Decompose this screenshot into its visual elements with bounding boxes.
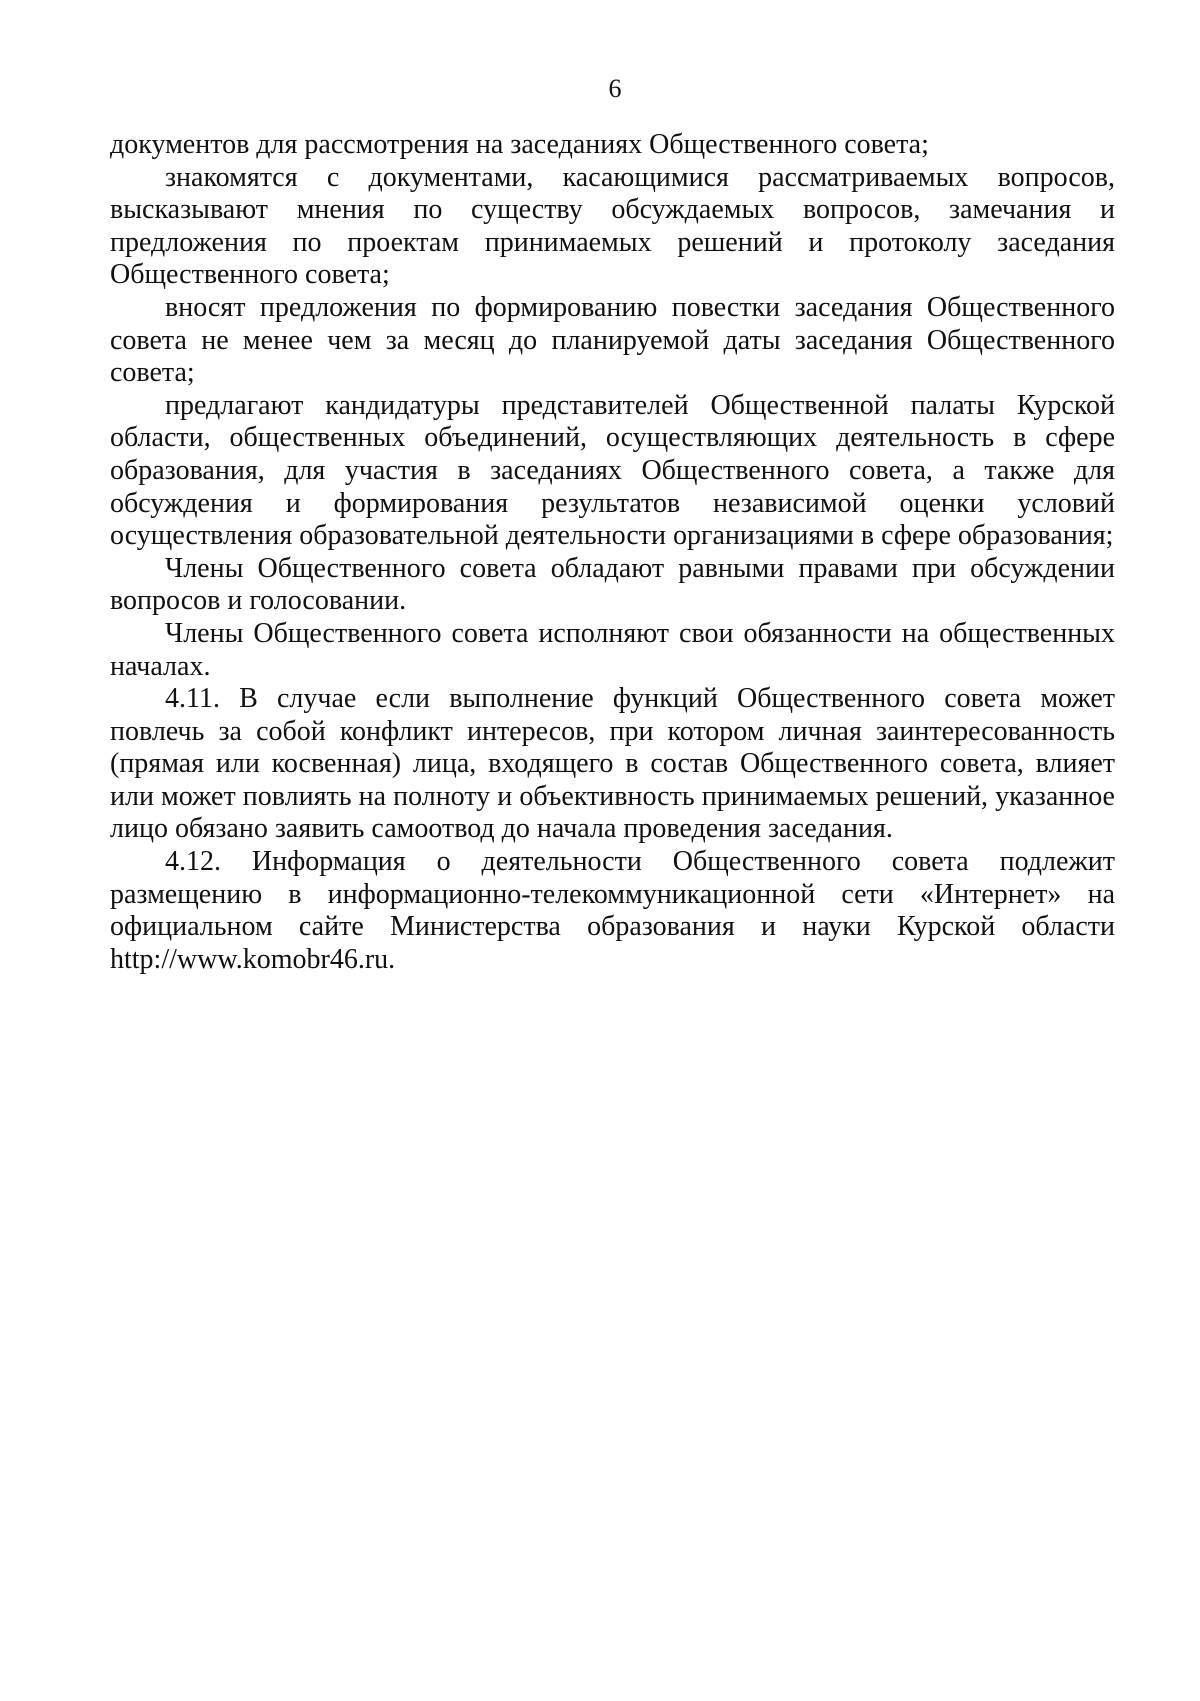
paragraph-4-11-conflict-of-interest: 4.11. В случае если выполнение функций Общественного совета может повлечь за собой конфликт интересов, при котором личная заинтересованность (прямая или косвенная) лица, входящего в состав Общественного совета, влияет или может повлиять на полноту и объективность принимаемых решений, указанное лицо обязано заявить самоотвод до начала проведения заседания. xyxy=(110,683,1115,845)
paragraph-equal-rights: Члены Общественного совета обладают равными правами при обсуждении вопросов и голосовании. xyxy=(110,552,1115,617)
paragraph-familiarize: знакомятся с документами, касающимися рассматриваемых вопросов, высказывают мнения по существу обсуждаемых вопросов, замечания и предложения по проектам принимаемых решений и протоколу заседания Общественного совета; xyxy=(110,161,1115,291)
paragraph-voluntary-duties: Члены Общественного совета исполняют свои обязанности на общественных началах. xyxy=(110,617,1115,682)
paragraph-candidates: предлагают кандидатуры представителей Общественной палаты Курской области, общественных объединений, осуществляющих деятельность в сфере образования, для участия в заседаниях Общественного совета, а также для обсуждения и формирования результатов независимой оценки условий осуществления образовательной деятельности организациями в сфере образования; xyxy=(110,389,1115,552)
paragraph-documents-continuation: документов для рассмотрения на заседаниях Общественного совета; xyxy=(110,129,929,160)
page-number: 6 xyxy=(608,74,622,103)
document-body xyxy=(110,129,1115,976)
paragraph-4-12-information: 4.12. Информация о деятельности Общественного совета подлежит размещению в информационно-телекоммуникационной сети «Интернет» на официальном сайте Министерства образования и науки Курской области http://www.komobr46.ru. xyxy=(110,846,1115,975)
paragraph-agenda-proposals: вносят предложения по формированию повестки заседания Общественного совета не менее чем за месяц до планируемой даты заседания Общественного совета; xyxy=(110,291,1115,389)
